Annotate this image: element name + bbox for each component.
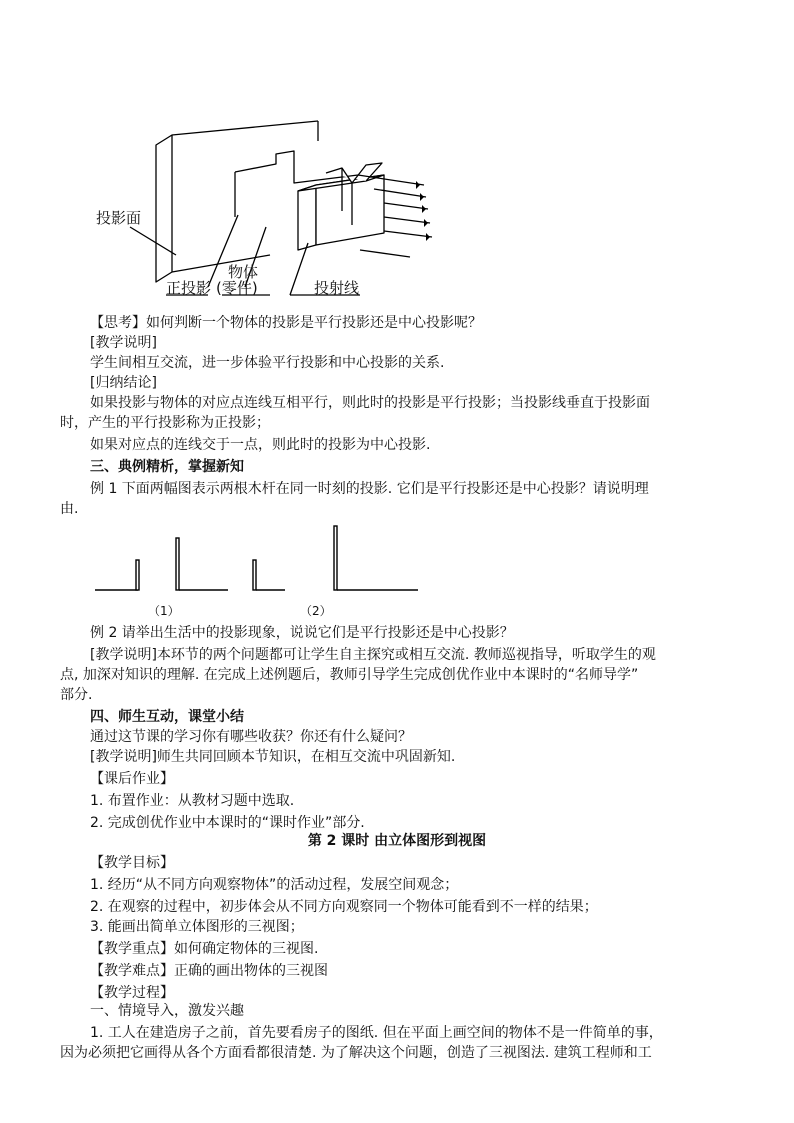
text-line: 如果投影与物体的对应点连线互相平行，则此时的投影是平行投影；当投影线垂直于投影面 — [90, 395, 650, 411]
label-object: 物体 — [228, 263, 259, 281]
label-projection-ray: 投射线 — [314, 279, 360, 297]
text-line: 【思考】如何判断一个物体的投影是平行投影还是中心投影呢？ — [90, 315, 482, 331]
poles-figure — [90, 520, 430, 620]
ray-5 — [384, 231, 432, 237]
text-line: 1. 经历“从不同方向观察物体”的活动过程，发展空间观念； — [90, 877, 459, 893]
text-line: 3. 能画出简单立体图形的三视图； — [90, 919, 304, 935]
text-line: [教学说明] — [90, 335, 157, 351]
leader-ray — [290, 243, 308, 295]
text-line: 学生间相互交流，进一步体验平行投影和中心投影的关系. — [90, 355, 445, 371]
text-line: 一、情境导入，激发兴趣 — [90, 1003, 244, 1019]
text-line: 2. 在观察的过程中，初步体会从不同方向观察同一个物体可能看到不一样的结果； — [90, 899, 598, 915]
projection-plane-top — [172, 121, 318, 135]
ray-6 — [360, 250, 410, 257]
poles-diagram — [90, 520, 430, 600]
projection-figure — [90, 115, 450, 305]
text-line: 如果对应点的连线交于一点，则此时的投影为中心投影. — [90, 437, 431, 453]
text-line: 部分. — [60, 687, 93, 703]
text-line: 【教学过程】 — [90, 985, 174, 1001]
ray-4 — [384, 217, 430, 223]
section-heading: 三、典例精析，掌握新知 — [90, 459, 244, 475]
text-line: 例 2 请举出生活中的投影现象，说说它们是平行投影还是中心投影？ — [90, 625, 514, 641]
text-line: 1. 布置作业：从教材习题中选取. — [90, 793, 295, 809]
text-line: 由. — [60, 501, 79, 517]
text-line: [归纳结论] — [90, 375, 157, 391]
text-line: 【教学重点】如何确定物体的三视图. — [90, 941, 319, 957]
text-line: 【课后作业】 — [90, 771, 174, 787]
text-line: 例 1 下面两幅图表示两根木杆在同一时刻的投影. 它们是平行投影还是中心投影？请说明理 — [90, 481, 649, 497]
pole-large-1 — [176, 538, 179, 590]
text-line: [教学说明]本环节的两个问题都可让学生自主探究或相互交流. 教师巡视指导，听取学生的观 — [90, 647, 656, 663]
text-line: 【教学目标】 — [90, 855, 174, 871]
projection-plane-edge — [156, 135, 172, 282]
ray-3 — [384, 203, 428, 209]
text-line: 1. 工人在建造房子之前，首先要看房子的图纸. 但在平面上画空间的物体不是一件简单的事， — [90, 1025, 663, 1041]
ray-arrowheads — [416, 181, 430, 241]
pole-small-2 — [253, 560, 256, 590]
pole-large-2 — [334, 526, 337, 590]
text-line: 因为必须把它画得从各个方面看都很清楚. 为了解决这个问题，创造了三视图法. 建筑工程师和工 — [60, 1045, 652, 1061]
lesson-title: 第 2 课时 由立体图形到视图 — [307, 833, 487, 849]
text-line: 2. 完成创优作业中本课时的“课时作业”部分. — [90, 815, 365, 831]
text-line: 点, 加深对知识的理解. 在完成上述例题后，教师引导学生完成创优作业中本课时的“名师导学” — [60, 667, 639, 683]
label-part: (零件) — [216, 279, 258, 297]
figure-label-1: （1） — [148, 604, 180, 618]
section-heading: 四、师生互动，课堂小结 — [90, 709, 244, 725]
object-front-face — [298, 185, 316, 250]
pole-small-1 — [136, 560, 139, 590]
label-projection-plane: 投影面 — [96, 209, 142, 227]
text-line: 【教学难点】正确的画出物体的三视图 — [90, 963, 328, 979]
text-line: 通过这节课的学习你有哪些收获？你还有什么疑问？ — [90, 729, 412, 745]
projection-diagram — [90, 115, 450, 305]
figure-label-2: （2） — [300, 604, 332, 618]
label-orthographic: 正投影 — [166, 279, 212, 297]
text-line: [教学说明]师生共同回顾本节知识，在相互交流中巩固新知. — [90, 749, 456, 765]
text-line: 时，产生的平行投影称为正投影； — [60, 415, 270, 431]
